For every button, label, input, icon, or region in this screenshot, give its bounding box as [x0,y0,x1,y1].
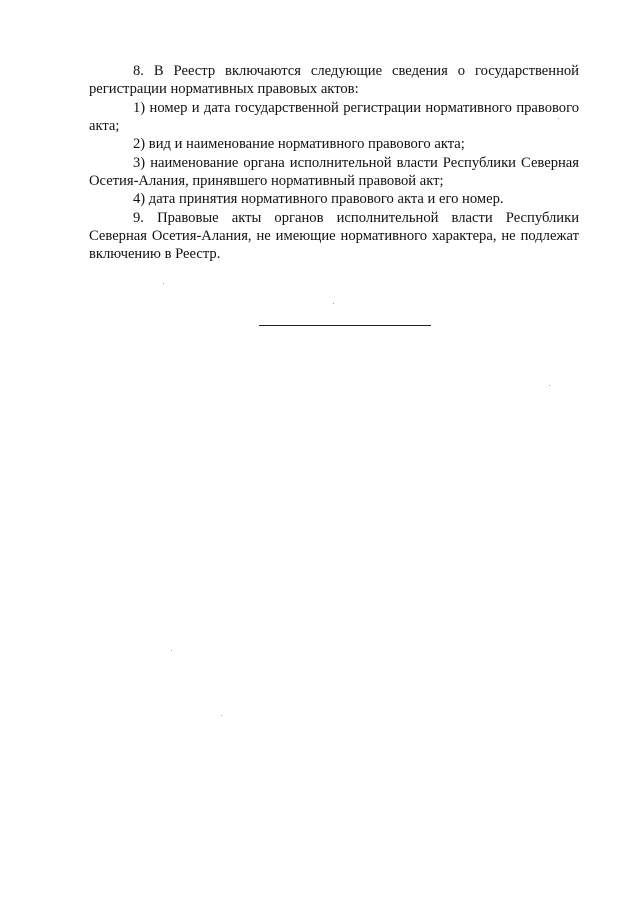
scan-speck [171,650,172,651]
scan-speck [558,118,559,119]
list-item-4: 4) дата принятия нормативного правового акта и его номер. [133,191,504,207]
paragraph-item-9: 9. Правовые акты органов исполнительной власти Республики Северная Осетия-Алания, не имеющие нормативного характера, не подлежат включению в Реестр. [89,209,579,262]
list-item-1: 1) номер и дата государственной регистрации нормативного правового акта; [89,99,579,134]
list-item-3: 3) наименование органа исполнительной власти Республики Северная Осетия-Алания, принявшего нормативный правовой акт; [89,154,579,189]
list-item-2: 2) вид и наименование нормативного правового акта; [133,136,465,152]
paragraph-item-8: 8. В Реестр включаются следующие сведения о государственной регистрации нормативных правовых актов: [89,63,579,97]
end-separator-line [259,325,431,326]
scan-speck [221,715,222,716]
scan-speck [163,283,164,284]
scan-speck [333,303,334,304]
scan-speck [549,385,550,386]
document-body [89,62,579,263]
